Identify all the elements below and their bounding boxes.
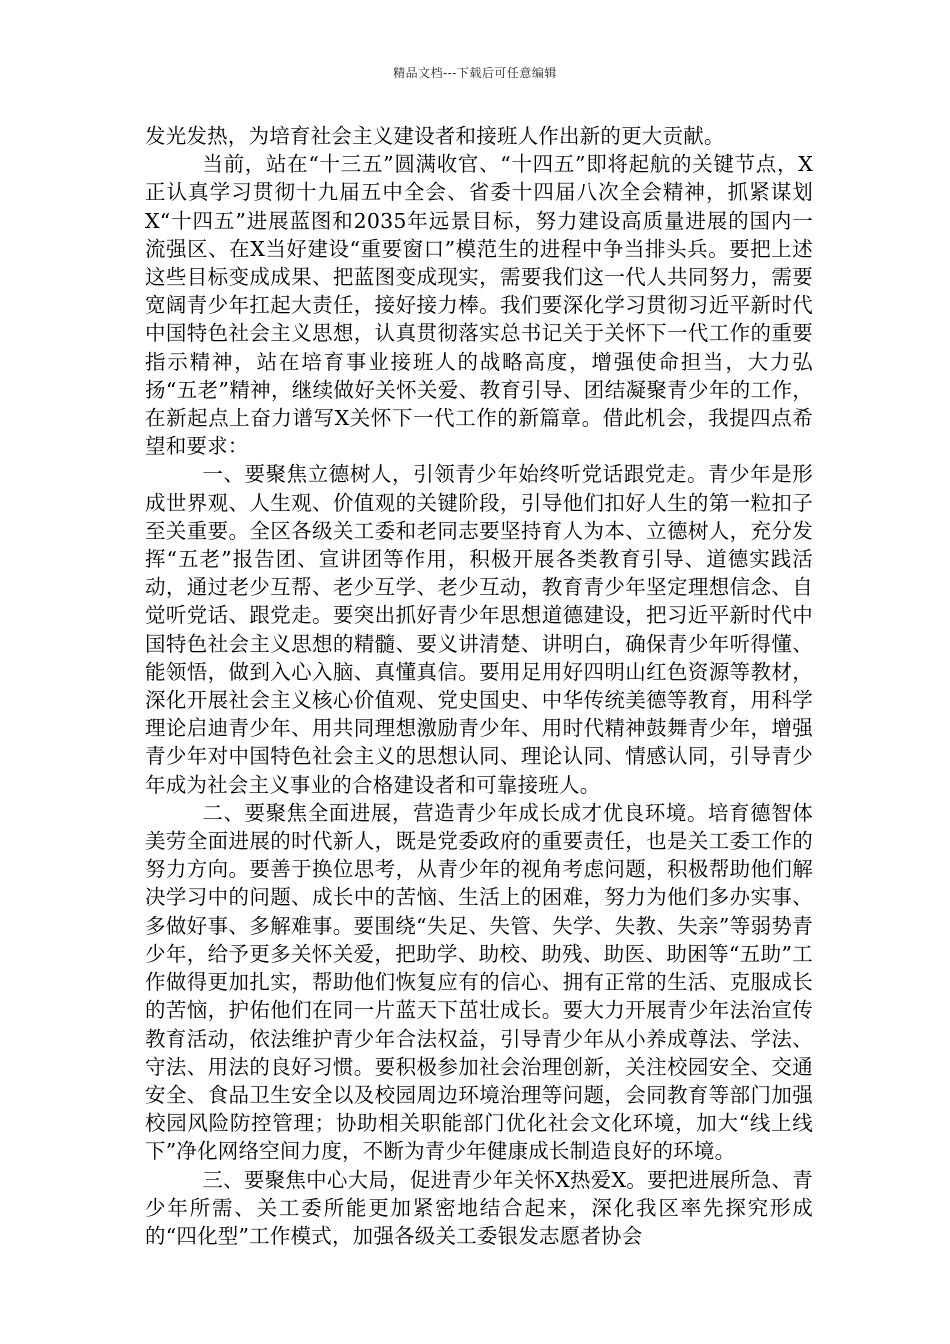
paragraph-point-three: 三、要聚焦中心大局，促进青少年关怀X热爱X。要把进展所急、青少年所需、关工委所能更加紧密地结合起来，深化我区率先探究形成的“四化型”工作模式，加强各级关工委银发志愿者协会 <box>145 1167 813 1248</box>
page-header: 精品文档---下载后可任意编辑 <box>393 66 557 80</box>
paragraph-intro: 当前，站在“十三五”圆满收官、“十四五”即将起航的关键节点，X正认真学习贯彻十九届五中全会、省委十四届八次全会精神，抓紧谋划X“十四五”进展蓝图和2035年远景目标，努力建设高质量进展的国内一流强区、在X当好建设“重要窗口”模范生的进程中争当排头兵。要把上述这些目标变成成果、把蓝图变成现实，需要我们这一代人共同努力，需要宽阔青少年扛起大责任，接好接力棒。我们要深化学习贯彻习近平新时代中国特色社会主义思想，认真贯彻落实总书记关于关怀下一代工作的重要指示精神，站在培育事业接班人的战略高度，增强使命担当，大力弘扬“五老”精神，继续做好关怀关爱、教育引导、团结凝聚青少年的工作，在新起点上奋力谱写X关怀下一代工作的新篇章。借此机会，我提四点希望和要求： <box>145 152 813 459</box>
paragraph-continuation: 发光发热，为培育社会主义建设者和接班人作出新的更大贡献。 <box>145 124 725 148</box>
paragraph-point-two: 二、要聚焦全面进展，营造青少年成长成才优良环境。培育德智体美劳全面进展的时代新人，既是党委政府的重要责任，也是关工委工作的努力方向。要善于换位思考，从青少年的视角考虑问题，积极帮助他们解决学习中的问题、成长中的苦恼、生活上的困难，努力为他们多办实事、多做好事、多解难事。要围绕“失足、失管、失学、失教、失亲”等弱势青少年，给予更多关怀关爱，把助学、助校、助残、助医、助困等“五助”工作做得更加扎实，帮助他们恢复应有的信心、拥有正常的生活、克服成长的苦恼，护佑他们在同一片蓝天下茁壮成长。要大力开展青少年法治宣传教育活动，依法维护青少年合法权益，引导青少年从小养成尊法、学法、守法、用法的良好习惯。要积极参加社会治理创新，关注校园安全、交通安全、食品卫生安全以及校园周边环境治理等问题，会同教育等部门加强校园风险防控管理；协助相关职能部门优化社会文化环境，加大“线上线下”净化网络空间力度，不断为青少年健康成长制造良好的环境。 <box>145 800 813 1164</box>
document-body <box>145 122 813 1250</box>
paragraph-point-one: 一、要聚焦立德树人，引领青少年始终听党话跟党走。青少年是形成世界观、人生观、价值观的关键阶段，引导他们扣好人生的第一粒扣子至关重要。全区各级关工委和老同志要坚持育人为本、立德树人，充分发挥“五老”报告团、宣讲团等作用，积极开展各类教育引导、道德实践活动，通过老少互帮、老少互学、老少互动，教育青少年坚定理想信念、自觉听党话、跟党走。要突出抓好青少年思想道德建设，把习近平新时代中国特色社会主义思想的精髓、要义讲清楚、讲明白，确保青少年听得懂、能领悟，做到入心入脑、真懂真信。要用足用好四明山红色资源等教材，深化开展社会主义核心价值观、党史国史、中华传统美德等教育，用科学理论启迪青少年、用共同理想激励青少年、用时代精神鼓舞青少年，增强青少年对中国特色社会主义的思想认同、理论认同、情感认同，引导青少年成为社会主义事业的合格建设者和可靠接班人。 <box>145 462 813 797</box>
